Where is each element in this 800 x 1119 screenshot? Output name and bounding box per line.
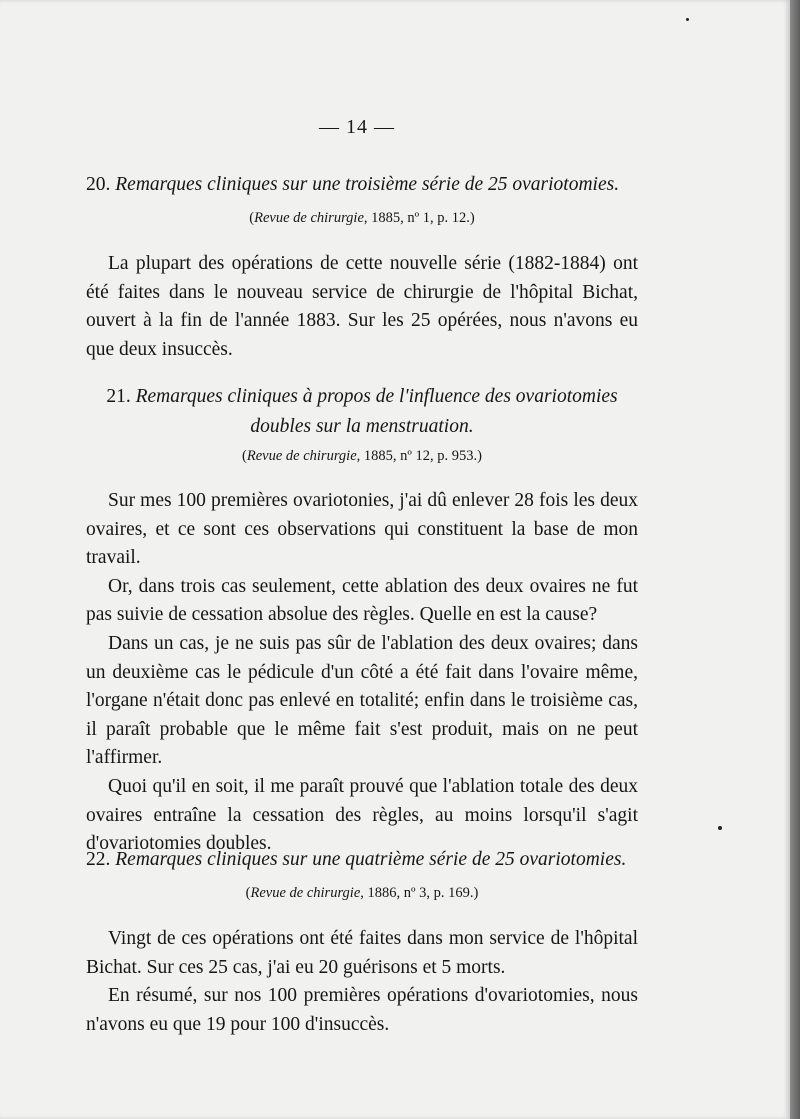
section-21-ref-details: , 1885, nº 12, p. 953. xyxy=(356,448,478,464)
section-21-heading-line-1 xyxy=(86,382,638,412)
section-20-body xyxy=(86,250,638,364)
section-22-paragraph-1: Vingt de ces opérations ont été faites dans mon service de l'hôpital Bichat. Sur ces 25 cas, j'ai eu 20 guérisons et 5 morts. xyxy=(86,928,638,978)
section-20-title: Remarques cliniques sur une troisième série de 25 ovariotomies. xyxy=(115,174,620,195)
section-20-paragraph-1: La plupart des opérations de cette nouvelle série (1882-1884) ont été faites dans le nouveau service de chirurgie de l'hôpital Bichat, ouvert à la fin de l'année 1883. Sur les 25 opérées, nous n'avons eu que deux insuccès. xyxy=(86,253,638,360)
section-20-reference: (Revue de chirurgie, 1885, nº 1, p. 12.) xyxy=(249,210,475,226)
ink-spot xyxy=(718,826,722,830)
section-22-heading xyxy=(86,845,638,875)
section-21-paragraph-2: Or, dans trois cas seulement, cette ablation des deux ovaires ne fut pas suivie de cessation absolue des règles. Quelle en est la cause? xyxy=(86,575,638,626)
section-21-reference: (Revue de chirurgie, 1885, nº 12, p. 953.) xyxy=(242,448,482,464)
section-20-number: 20. xyxy=(86,174,111,195)
section-21-paragraph-1: Sur mes 100 premières ovariotonies, j'ai dû enlever 28 fois les deux ovaires, et ce sont ces observations qui constituent la base de mon travail. xyxy=(86,490,638,569)
page-edge-shadow xyxy=(790,0,800,1119)
section-22-body xyxy=(86,925,638,1039)
section-21-paragraph-3: Dans un cas, je ne suis pas sûr de l'ablation des deux ovaires; dans un deuxième cas le pédicule d'un côté a été fait dans l'ovaire même, l'organe n'était donc pas enlevé en totalité; enfin dans le troisième cas, il paraît probable que le même fait s'est produit, mais on ne peut l'affirmer. xyxy=(86,632,638,769)
section-21-title-line-1: Remarques cliniques à propos de l'influence des ovariotomies xyxy=(135,386,618,407)
section-20-journal: Revue de chirurgie xyxy=(254,210,364,226)
section-22-reference: (Revue de chirurgie, 1886, nº 3, p. 169.) xyxy=(245,885,479,901)
section-21-paragraph-4: Quoi qu'il en soit, il me paraît prouvé que l'ablation totale des deux ovaires entraîne la cessation des règles, au moins lorsqu'il s'agit d'ovariotomies doubles. xyxy=(86,775,638,855)
section-21-journal: Revue de chirurgie xyxy=(246,448,357,464)
section-20-ref-details: , 1885, nº 1, p. 12. xyxy=(363,210,470,226)
ink-spot xyxy=(686,18,689,21)
section-21-number: 21. xyxy=(106,386,131,407)
section-20-heading xyxy=(86,170,638,200)
section-22-number: 22. xyxy=(86,849,111,870)
section-21-title-line-2: doubles sur la menstruation. xyxy=(250,416,474,437)
section-22-paragraph-2: En résumé, sur nos 100 premières opérations d'ovariotomies, nous n'avons eu que 19 pour 100 d'insuccès. xyxy=(86,985,638,1035)
section-21-body xyxy=(86,487,638,859)
section-22-ref-details: , 1886, nº 3, p. 169. xyxy=(360,885,474,901)
page-number: — 14 — xyxy=(319,116,395,138)
section-21-heading xyxy=(86,382,638,442)
section-22-title: Remarques cliniques sur une quatrième série de 25 ovariotomies. xyxy=(115,849,627,870)
section-22-journal: Revue de chirurgie xyxy=(250,885,361,901)
